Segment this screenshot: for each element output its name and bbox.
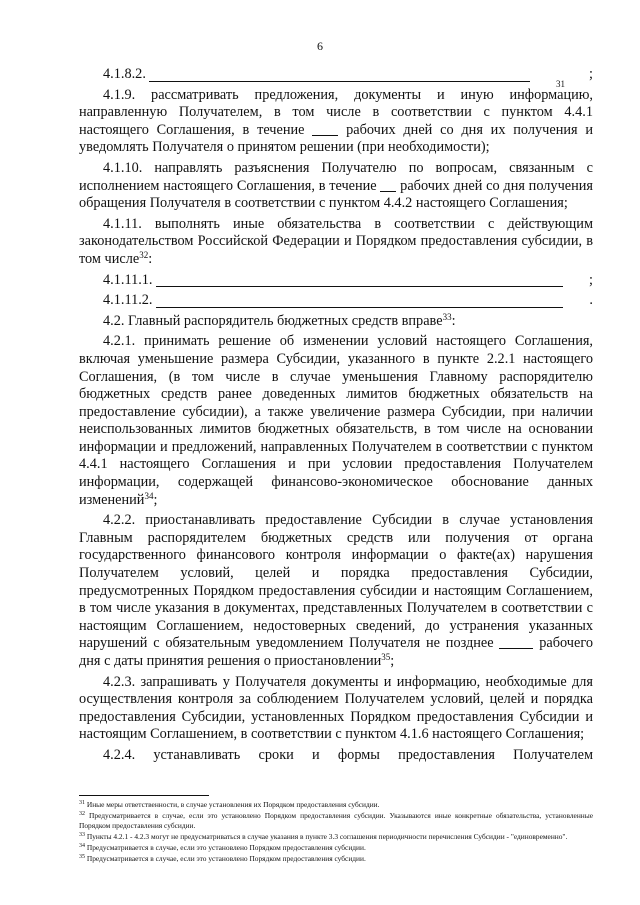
clause-end: ; xyxy=(589,271,593,288)
clause-end: . xyxy=(589,292,593,309)
clause-text: 4.2. Главный распорядитель бюджетных средств вправе xyxy=(103,312,443,329)
clause-text: 4.1.9. рассматривать предложения, документы и иную информацию, направленную Получателем, в том числе в соответствии с пунктом 4.4.1 настоящего Соглашения, в течение xyxy=(79,86,593,138)
footnote-number: 35 xyxy=(79,853,85,860)
clause-label: 4.1.11.1. xyxy=(103,271,153,288)
blank-field xyxy=(499,638,533,649)
footnote-text: Предусматривается в случае, если это установлено Порядком предоставления субсидии. xyxy=(86,842,366,852)
footnote-number: 34 xyxy=(79,842,85,849)
clause-end: : xyxy=(148,250,153,267)
fill-in-line xyxy=(156,294,564,308)
clause-text: 4.2.3. запрашивать у Получателя документы и информацию, необходимые для осуществления контроля за соблюдением Получателем условий, целей и порядка предоставления Субсидии, установленных Порядком предоставления Субсидии и настоящим Соглашением, в соответствии с пунктом 4.1.6 настоящего Соглашения; xyxy=(79,673,593,743)
footnote-ref: 33 xyxy=(442,311,452,322)
footnote-number: 32 xyxy=(79,811,85,818)
footnote-item xyxy=(79,843,593,853)
clause-label: 4.1.8.2. xyxy=(103,66,146,82)
footnote-text: Предусматривается в случае, если это установлено Порядком предоставления субсидии. Указываются иные конкретные обязательства, установленные Порядком предоставления субсидии. xyxy=(79,811,593,830)
clause-text-cont: рабочего дня с даты принятия решения о приостановлении xyxy=(79,635,593,669)
clause-4-1-9 xyxy=(79,87,593,157)
footnote-text: Иные меры ответственности, в случае установления их Порядком предоставления субсидии. xyxy=(86,800,380,809)
clause-4-1-8-2: 4.1.8.2. 31 ; xyxy=(79,66,593,84)
footnote-item xyxy=(79,800,593,810)
clause-4-2-1 xyxy=(79,333,593,509)
clause-4-1-11-1 xyxy=(79,272,593,290)
clause-text: 4.2.1. принимать решение об изменении условий настоящего Соглашения, включая уменьшение размера Субсидии, указанного в пункте 2.2.1 настоящего Соглашения, (в том числе в случае уменьшения Главному распорядителю бюджетных средств ранее доведенных лимитов бюджетных обязательств на предоставление субсидии), а также увеличение размера Субсидии, при наличии неиспользованных лимитов бюджетных обязательств, в том числе на основании информации и предложений, направленных Получателем в соответствии с пунктом 4.4.1 настоящего Соглашения и при условии предоставления Получателем информации, содержащей финансово-экономическое обоснование данных изменений xyxy=(79,333,593,508)
footnote-item xyxy=(79,832,593,842)
clause-4-1-10 xyxy=(79,160,593,213)
footnote-item xyxy=(79,854,593,864)
footnote-ref: 35 xyxy=(381,652,391,662)
clause-4-1-11-2 xyxy=(79,292,593,310)
clause-text: 4.2.2. приостанавливать предоставление Субсидии в случае установления Главным распорядителем бюджетных средств или получения от органа государственного финансового контроля информации о факте(ах) нарушения Получателем условий, целей и порядка предоставления Субсидии, предусмотренных Порядком предоставления субсидии и настоящим Соглашением, в том числе указания в документах, представленных Получателем в соответствии с настоящим Соглашением, недостоверных сведений, до устранения указанных нарушений с обязательным уведомлением Получателя не позднее xyxy=(79,512,593,652)
clause-4-2-2 xyxy=(79,512,593,670)
clause-4-1-11 xyxy=(79,216,593,269)
clause-end: : xyxy=(451,312,456,329)
blank-field xyxy=(380,181,396,192)
clause-label: 4.1.11.2. xyxy=(103,292,153,309)
footnote-text: Пункты 4.2.1 - 4.2.3 могут не предусматриваться в случае указания в пункте 3.3 соглашения периодичности перечисления Субсидии - "единовременно". xyxy=(86,831,568,841)
footnote-ref: 34 xyxy=(144,490,154,501)
clause-text-cont: рабочих дней со дня их получения и уведомлять Получателя о принятом решении (при необходимости); xyxy=(79,121,594,156)
clause-text: 4.1.10. направлять разъяснения Получателю по вопросам, связанным с исполнением настоящего Соглашения, в течение xyxy=(79,159,593,194)
page-number: 6 xyxy=(317,39,323,53)
blank-field xyxy=(312,125,338,136)
clause-4-2 xyxy=(79,313,593,331)
clause-4-2-4 xyxy=(79,747,593,765)
clause-text-cont: рабочих дней со дня получения обращения Получателя в соответствии с пунктом 4.4.2 настоящего Соглашения; xyxy=(79,177,593,212)
document-body xyxy=(79,66,593,768)
clause-4-2-3 xyxy=(79,674,593,744)
clause-end: ; xyxy=(390,653,395,669)
footnotes xyxy=(79,800,593,865)
footnote-text: Предусматривается в случае, если это установлено Порядком предоставления субсидии. xyxy=(86,853,366,863)
clause-end: ; xyxy=(153,491,158,508)
clause-end: ; xyxy=(589,66,593,82)
footnote-divider xyxy=(79,795,209,796)
clause-text: 4.2.4. устанавливать сроки и формы предоставления Получателем xyxy=(103,746,593,763)
footnote-number: 33 xyxy=(79,831,85,838)
footnote-item xyxy=(79,811,593,830)
footnote-ref: 32 xyxy=(139,249,149,260)
footnote-number: 31 xyxy=(79,800,85,806)
clause-text: 4.1.11. выполнять иные обязательства в соответствии с действующим законодательством Российской Федерации и Порядком предоставления субсидии, в том числе xyxy=(79,215,593,267)
fill-in-line xyxy=(149,68,530,82)
fill-in-line xyxy=(156,273,564,287)
